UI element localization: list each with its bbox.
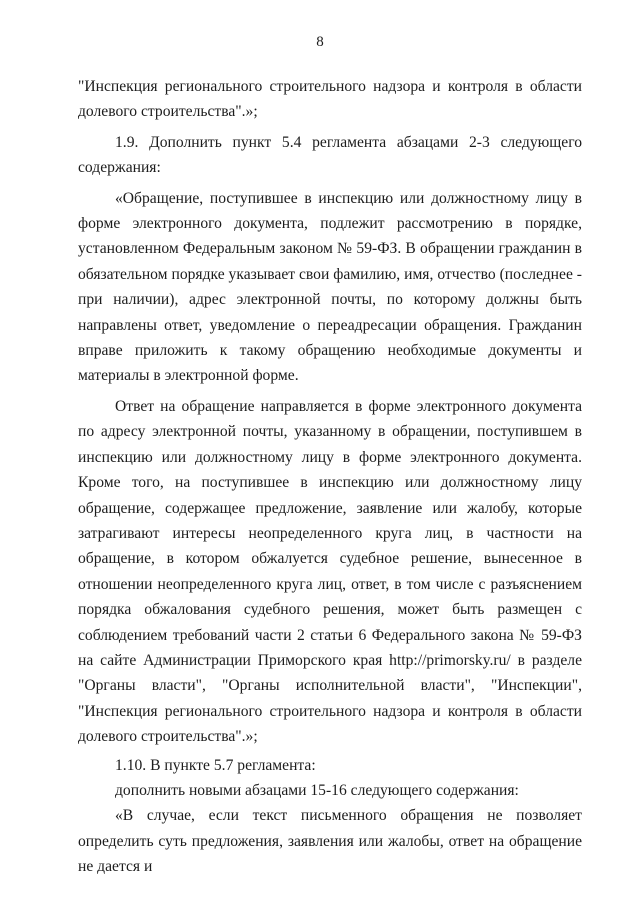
paragraph-electronic-appeal: «Обращение, поступившее в инспекцию или должностному лицу в форме электронного документа, подлежит рассмотрению в порядке, установленном Федеральным законом № 59-ФЗ. В обращении гражданин в обязательном порядке указывает свои фамилию, имя, отчество (последнее - при наличии), адрес электронной почты, по которому должны быть направлены ответ, уведомление о переадресации обращения. Гражданин вправе приложить к такому обращению необходимые документы и материалы в электронной форме. [78, 189, 582, 385]
paragraph-item-1-10: 1.10. В пункте 5.7 регламента: [115, 756, 316, 774]
paragraph-unreadable-appeal: «В случае, если текст письменного обращения не позволяет определить суть предложения, заявления или жалобы, ответ на обращение не дается и [78, 807, 582, 876]
page-number: 8 [316, 34, 324, 50]
paragraph-add-abstracts: дополнить новыми абзацами 15-16 следующего содержания: [115, 781, 519, 799]
paragraph-item-1-9: 1.9. Дополнить пункт 5.4 регламента абзацами 2-3 следующего содержания: [78, 133, 582, 177]
paragraph-electronic-response: Ответ на обращение направляется в форме электронного документа по адресу электронной почты, указанному в обращении, поступившем в инспекцию или должностному лицу в форме электронного документа. Кроме того, на поступившее в инспекцию или должностному лицу обращение, содержащее предложение, заявление или жалобу, которые затрагивают интересы неопределенного круга лиц, в частности на обращение, в котором обжалуется судебное решение, вынесенное в отношении неопределенного круга лиц, ответ, в том числе с разъяснением порядка обжалования судебного решения, может быть размещен с соблюдением требований части 2 статьи 6 Федерального закона № 59-ФЗ на сайте Администрации Приморского края http://primorsky.ru/ в разделе "Органы власти", "Органы исполнительной власти", "Инспекции", "Инспекция регионального строительного надзора и контроля в области долевого строительства".»; [78, 397, 582, 746]
document-body [78, 74, 582, 880]
paragraph-continuation-inspection-name: "Инспекция регионального строительного надзора и контроля в области долевого строительства".»; [78, 78, 582, 121]
